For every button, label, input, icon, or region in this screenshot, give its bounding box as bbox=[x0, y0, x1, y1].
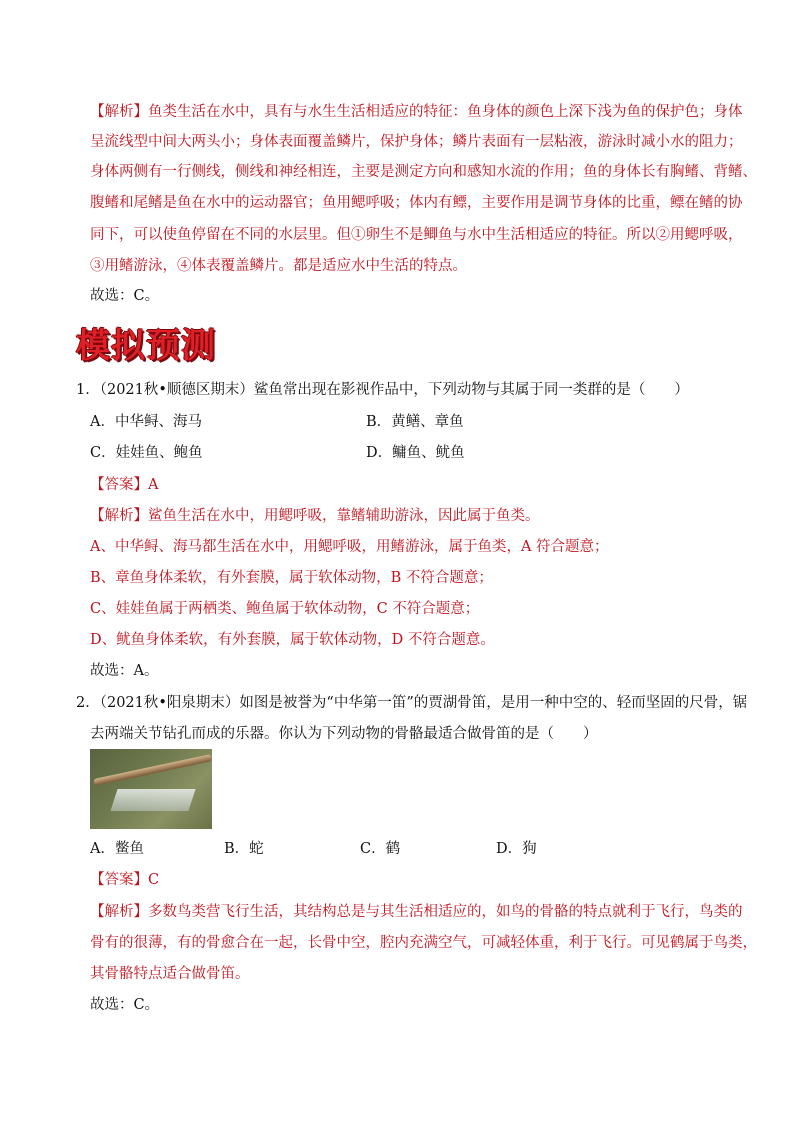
q1-analysis-label: 【解析】 bbox=[90, 508, 148, 524]
q2-analysis-line-1: 【解析】多数鸟类营飞行生活，其结构总是与其生活相适应的，如鸟的骨骼的特点就利于飞行，鸟类的 bbox=[90, 904, 743, 920]
q1-answer-label: 【答案】 bbox=[90, 477, 148, 493]
q2-answer-label: 【答案】 bbox=[90, 872, 148, 888]
q2-answer bbox=[90, 869, 159, 891]
q2-choice: 故选：C。 bbox=[90, 997, 160, 1013]
q1-analysis-line-4: C、娃娃鱼属于两栖类、鲍鱼属于软体动物，C 不符合题意； bbox=[90, 601, 480, 617]
q1-option-b: B．黄鳝、章鱼 bbox=[366, 414, 464, 430]
q2-analysis-line-3: 其骨骼特点适合做骨笛。 bbox=[90, 966, 250, 982]
q1-answer bbox=[90, 474, 158, 496]
q2-analysis-line-2: 骨有的很薄，有的骨愈合在一起，长骨中空，腔内充满空气，可减轻体重，利于飞行。可见鹤属于鸟类， bbox=[90, 935, 757, 951]
q1-analysis-line-5: D、鱿鱼身体柔软，有外套膜，属于软体动物，D 不符合题意。 bbox=[90, 632, 495, 648]
q1-answer-value: A bbox=[148, 477, 159, 493]
explanation-line-6: ③用鳍游泳，④体表覆盖鳞片。都是适应水中生活的特点。 bbox=[90, 258, 467, 274]
q2-option-d: D．狗 bbox=[496, 841, 537, 857]
q2-answer-value: C bbox=[148, 872, 160, 888]
explanation-line-5: 同下，可以使鱼停留在不同的水层里。但①卵生不是鲫鱼与水中生活相适应的特征。所以②用鳃呼吸， bbox=[90, 227, 743, 243]
explanation-line-3: 身体两侧有一行侧线，侧线和神经相连，主要是测定方向和感知水流的作用；鱼的身体长有胸鳍、背鳍、 bbox=[90, 164, 757, 180]
q1-choice: 故选：A。 bbox=[90, 663, 159, 679]
q1-analysis-line-2: A、中华鲟、海马都生活在水中，用鳃呼吸，用鳍游泳，属于鱼类，A 符合题意； bbox=[90, 539, 609, 555]
explanation-label: 【解析】 bbox=[90, 104, 148, 120]
q1-option-d: D．鳙鱼、鱿鱼 bbox=[366, 445, 465, 461]
q2-analysis-label: 【解析】 bbox=[90, 904, 148, 920]
explanation-choice: 故选：C。 bbox=[90, 288, 160, 304]
q2-option-a: A．鳖鱼 bbox=[90, 841, 144, 857]
q1-analysis-line-1: 【解析】鲨鱼生活在水中，用鳃呼吸，靠鳍辅助游泳，因此属于鱼类。 bbox=[90, 508, 540, 524]
bone-flute-image bbox=[93, 754, 212, 786]
section-title: 模拟预测 bbox=[76, 326, 216, 366]
q1-stem: 1．（2021秋•顺德区期末）鲨鱼常出现在影视作品中，下列动物与其属于同一类群的是（ ） bbox=[76, 382, 689, 398]
explanation-line-4: 腹鳍和尾鳍是鱼在水中的运动器官；鱼用鳃呼吸；体内有鳔，主要作用是调节身体的比重，鳔在鳍的协 bbox=[90, 195, 743, 211]
explanation-line-2: 呈流线型中间大两头小；身体表面覆盖鳞片，保护身体；鳞片表面有一层粘液，游泳时减小水的阻力； bbox=[90, 134, 743, 150]
bone-flute-photo bbox=[90, 749, 212, 829]
display-stand bbox=[110, 789, 195, 811]
q1-option-a: A．中华鲟、海马 bbox=[90, 414, 202, 430]
q2-option-b: B．蛇 bbox=[224, 841, 264, 857]
q2-option-c: C．鹤 bbox=[360, 841, 401, 857]
q2-stem-line-1: 2．（2021秋•阳泉期末）如图是被誉为“中华第一笛”的贾湖骨笛，是用一种中空的、轻而坚固的尺骨，锯 bbox=[76, 695, 748, 711]
explanation-line-1: 【解析】鱼类生活在水中，具有与水生生活相适应的特征：鱼身体的颜色上深下浅为鱼的保护色；身体 bbox=[90, 104, 743, 120]
q1-analysis-line-3: B、章鱼身体柔软，有外套膜，属于软体动物，B 不符合题意； bbox=[90, 570, 493, 586]
q2-stem-line-2: 去两端关节钻孔而成的乐器。你认为下列动物的骨骼最适合做骨笛的是（ ） bbox=[90, 726, 598, 742]
q1-option-c: C．娃娃鱼、鲍鱼 bbox=[90, 445, 203, 461]
